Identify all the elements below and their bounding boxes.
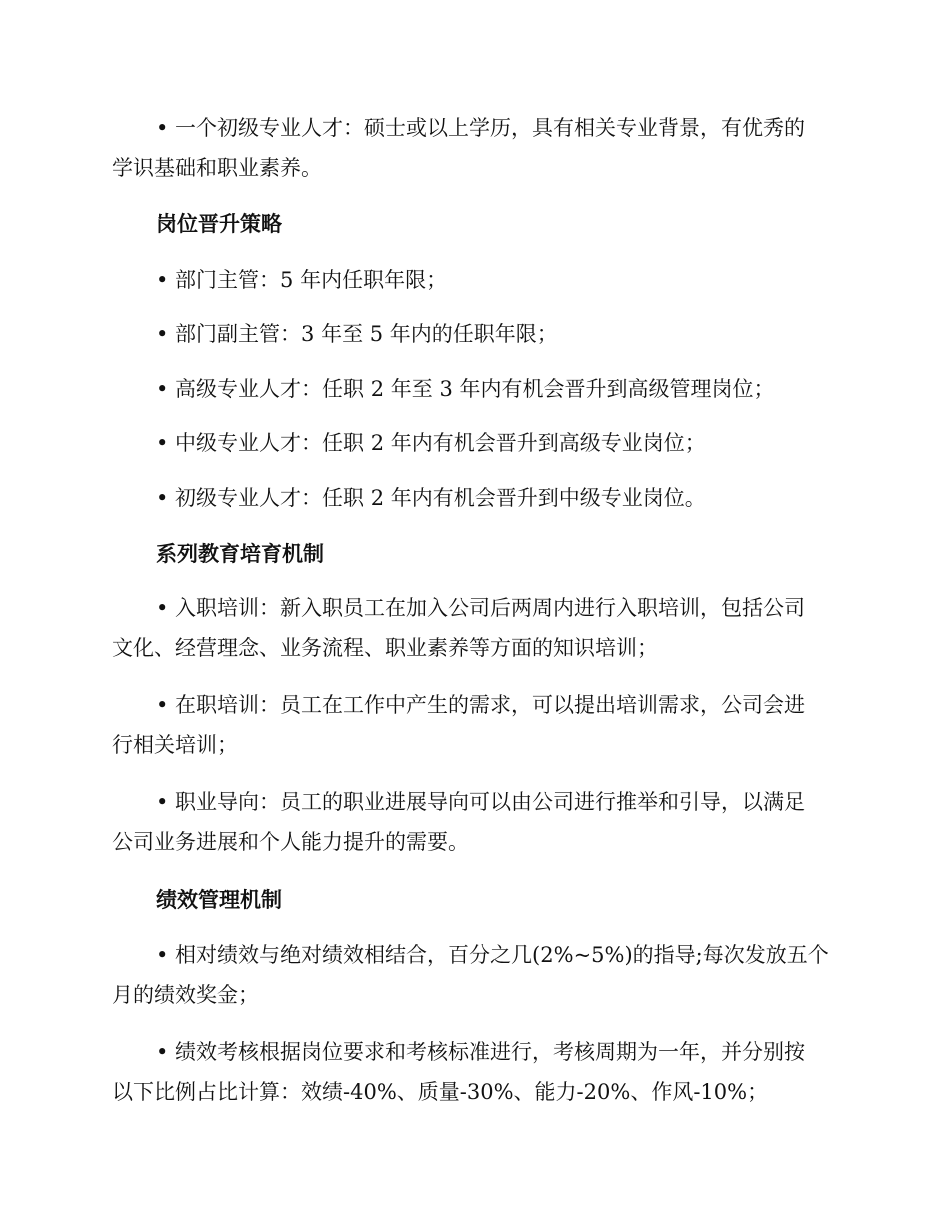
bullet-line: 行相关培训；: [112, 733, 238, 757]
bullet-line: • 相对绩效与绝对绩效相结合，百分之几(2%~5%)的指导;每次发放五个: [156, 943, 829, 967]
section-heading-promotion: 岗位晋升策略: [156, 212, 282, 236]
bullet-item: [112, 1032, 824, 1112]
bullet-item: [112, 423, 824, 463]
bullet-line: • 中级专业人才：任职 2 年内有机会晋升到高级专业岗位；: [156, 431, 706, 455]
section-heading-performance: 绩效管理机制: [156, 888, 282, 912]
bullet-line: • 部门主管：5 年内任职年限；: [156, 268, 448, 292]
bullet-item: [112, 478, 824, 518]
bullet-item: [112, 314, 824, 354]
bullet-item: [112, 260, 824, 300]
intro-paragraph: [112, 108, 824, 188]
bullet-line: • 在职培训：员工在工作中产生的需求，可以提出培训需求，公司会进: [156, 693, 806, 717]
section-heading-training: 系列教育培育机制: [156, 542, 324, 566]
bullet-line: • 高级专业人才：任职 2 年至 3 年内有机会晋升到高级管理岗位；: [156, 377, 775, 401]
bullet-line: • 绩效考核根据岗位要求和考核标准进行，考核周期为一年，并分别按: [156, 1040, 806, 1064]
bullet-item: [112, 588, 824, 668]
paragraph-line: 学识基础和职业素养。: [112, 156, 322, 180]
bullet-item: [112, 369, 824, 409]
bullet-line: 月的绩效奖金；: [112, 983, 259, 1007]
bullet-line: 以下比例占比计算：效绩-40%、质量-30%、能力-20%、作风-10%；: [112, 1080, 769, 1104]
bullet-line: 公司业务进展和个人能力提升的需要。: [112, 830, 469, 854]
bullet-line: • 入职培训：新入职员工在加入公司后两周内进行入职培训，包括公司: [156, 596, 806, 620]
bullet-item: [112, 935, 829, 1015]
bullet-line: • 部门副主管：3 年至 5 年内的任职年限；: [156, 322, 558, 346]
bullet-item: [112, 685, 824, 765]
bullet-line: • 职业导向：员工的职业进展导向可以由公司进行推举和引导，以满足: [156, 790, 806, 814]
bullet-item: [112, 782, 824, 862]
bullet-line: 文化、经营理念、业务流程、职业素养等方面的知识培训；: [112, 636, 658, 660]
paragraph-line: • 一个初级专业人才：硕士或以上学历，具有相关专业背景，有优秀的: [156, 116, 806, 140]
bullet-line: • 初级专业人才：任职 2 年内有机会晋升到中级专业岗位。: [156, 486, 706, 510]
